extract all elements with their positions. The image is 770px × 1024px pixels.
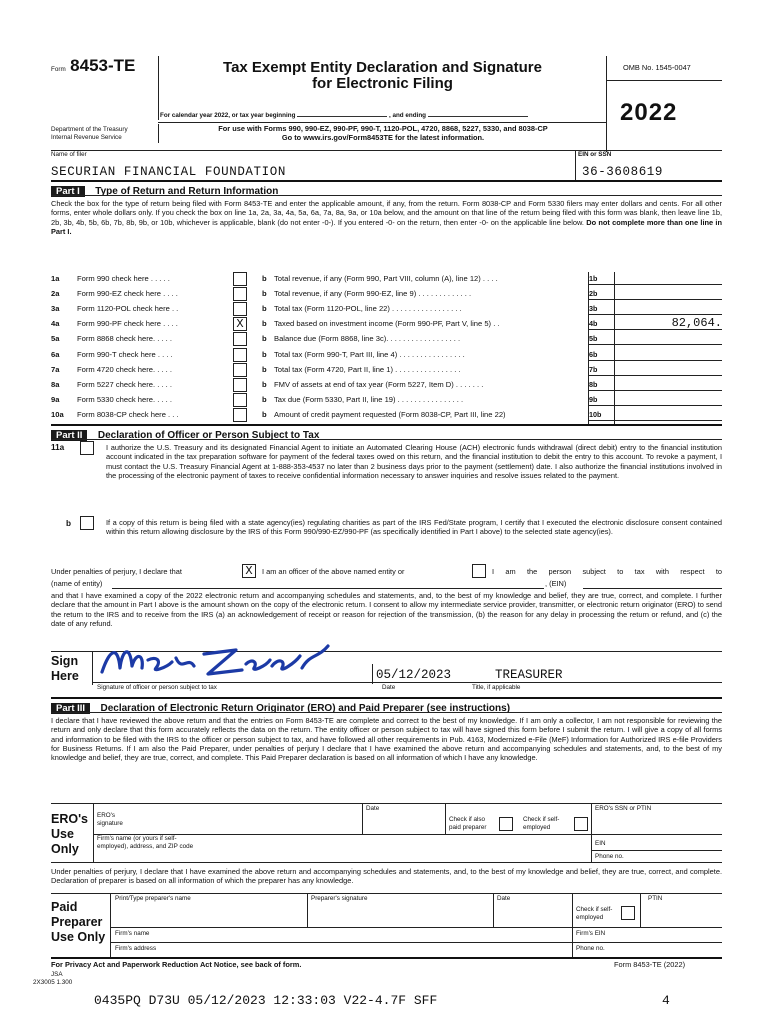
- preparer-signature-label: Preparer's signature: [311, 895, 368, 902]
- row-b-line-number: 1b: [589, 274, 598, 283]
- row-a-number: 3a: [51, 304, 60, 314]
- row-a-checkbox[interactable]: [233, 393, 247, 407]
- part1-row-a: [51, 350, 251, 359]
- part1-row-b: [262, 274, 584, 283]
- ero-check-self-label: Check if self-employed: [523, 816, 560, 831]
- row-a-number: 7a: [51, 364, 60, 374]
- row-b-line-number: 8b: [589, 379, 598, 389]
- line-11a-text: I authorize the U.S. Treasury and its designated Financial Agent to initiate an Automated Clearing House (ACH) electronic funds withdrawal (direct debit) entry to the financial institution account indicated in the tax preparation software for payment of the federal taxes owed on this return, and the financial institution to debit the entry to this account. To revoke a payment, I must contact the U.S. Treasury Financial Agent at 1-888-353-4537 no later than 2 business days prior to the payment (settlement) date. I also authorize the financial institutions involved in the processing of the electronic payment of taxes to receive confidential information necessary to answer inquiries and resolve issues related to the payment.: [106, 443, 722, 480]
- ero-signature-label: ERO's signature: [97, 812, 123, 827]
- preparer-phone-label: Phone no.: [576, 945, 605, 952]
- name-of-filer-label: Name of filer: [51, 151, 87, 158]
- ero-paid-preparer-checkbox[interactable]: [499, 817, 513, 831]
- preparer-firm-ein-label: Firm's EIN: [576, 930, 606, 937]
- row-b-line-number: 7b: [589, 364, 598, 374]
- row-a-number: 5a: [51, 334, 60, 344]
- row-a-number: 1a: [51, 274, 60, 283]
- ero-ein-label: EIN: [595, 840, 606, 847]
- page-number: 4: [662, 993, 670, 1008]
- row-a-number: 10a: [51, 409, 64, 419]
- ero-phone-label: Phone no.: [595, 853, 624, 860]
- part1-row-b: [262, 350, 584, 359]
- sign-here-label: Sign Here: [51, 654, 79, 683]
- row-b-number: b: [262, 409, 267, 419]
- part1-row-a: [51, 365, 251, 374]
- form-reference: Form 8453-TE (2022): [614, 960, 686, 969]
- form-code: 2X3005 1.300: [33, 979, 73, 986]
- line-11a-checkbox[interactable]: [80, 441, 94, 455]
- row-a-number: 9a: [51, 394, 60, 404]
- preparer-firm-address-label: Firm's address: [115, 945, 157, 952]
- part3-title: Declaration of Electronic Return Originator (ERO) and Paid Preparer (see instructions): [100, 703, 511, 714]
- row-b-number: b: [262, 274, 267, 283]
- row-a-number: 2a: [51, 289, 60, 299]
- officer-text: I am an officer of the above named entity or: [262, 567, 405, 576]
- department-label: Department of the Treasury Internal Revenue Service: [51, 126, 128, 141]
- part1-title: Type of Return and Return Information: [95, 186, 279, 197]
- officer-checkbox[interactable]: X: [242, 564, 256, 578]
- preparer-firm-name-label: Firm's name: [115, 930, 150, 937]
- part1-row-a: [51, 334, 251, 343]
- row-b-line-number: 10b: [589, 409, 602, 419]
- form-prefix: Form: [51, 66, 66, 73]
- person-subject-text: I am the person subject to tax with respect to: [492, 567, 722, 576]
- row-b-label: Taxed based on investment income (Form 990-PF, Part V, line 5) . .: [274, 319, 500, 329]
- row-b-number: b: [262, 289, 267, 299]
- part1-row-a: [51, 304, 251, 313]
- signature-caption: Signature of officer or person subject to tax: [97, 684, 217, 691]
- filer-name-field[interactable]: SECURIAN FINANCIAL FOUNDATION: [51, 165, 286, 179]
- row-a-label: Form 990-PF check here . . . .: [77, 319, 178, 329]
- and-ending-text: , and ending: [388, 112, 427, 119]
- row-b-line-number: 2b: [589, 289, 598, 299]
- omb-number: OMB No. 1545-0047: [623, 63, 691, 72]
- row-a-label: Form 990 check here . . . . .: [77, 274, 170, 283]
- preparer-declaration: Under penalties of perjury, I declare that I have examined the above return and accompanying schedules and statements, and, to the best of my knowledge and belief, they are true, correct, and complete. Declaration of preparer is based on all information of which the preparer has any knowledge.: [51, 867, 722, 886]
- form-title: [160, 60, 605, 92]
- paid-preparer-label: Paid Preparer Use Only: [51, 900, 106, 944]
- jsa-label: JSA: [51, 971, 63, 978]
- privacy-notice: For Privacy Act and Paperwork Reduction Act Notice, see back of form.: [51, 960, 302, 969]
- penalties-prefix: Under penalties of perjury, I declare that: [51, 567, 182, 576]
- part3-label: Part III: [51, 703, 90, 714]
- signer-title[interactable]: TREASURER: [495, 668, 563, 682]
- part1-row-b: [262, 334, 584, 343]
- part1-row-a: [51, 395, 251, 404]
- row-b-line-number: 3b: [589, 304, 598, 314]
- part1-row-b: [262, 304, 584, 313]
- row-b-label: Total revenue, if any (Form 990, Part VIII, column (A), line 12) . . . .: [274, 274, 498, 283]
- ein-label: EIN or SSN: [578, 151, 612, 158]
- row-a-checkbox[interactable]: [233, 272, 247, 286]
- row-a-label: Form 990-T check here . . . .: [77, 349, 173, 359]
- part1-row-b: [262, 365, 584, 374]
- line-11a-number: 11a: [51, 443, 65, 452]
- part1-row-a: [51, 410, 251, 419]
- row-b-label: Balance due (Form 8868, line 3c). . . . . . . . . . . . . . . . . .: [274, 334, 461, 344]
- form-number: 8453-TE: [70, 56, 136, 75]
- row-b-label: Amount of credit payment requested (Form 8038-CP, Part III, line 22): [274, 409, 506, 419]
- part1-label: Part I: [51, 186, 85, 197]
- part1-row-b: [262, 410, 584, 419]
- row-b-label: Tax due (Form 5330, Part II, line 19) . . . . . . . . . . . . . . . .: [274, 394, 464, 404]
- row-a-checkbox[interactable]: [233, 363, 247, 377]
- row-b-number: b: [262, 379, 267, 389]
- title-caption: Title, if applicable: [472, 684, 521, 691]
- part1-row-a: [51, 319, 251, 328]
- row-a-checkbox[interactable]: [233, 302, 247, 316]
- ero-declaration: I declare that I have reviewed the above return and that the entries on Form 8453-TE are complete and correct to the best of my knowledge. If I am only a collector, I am not responsible for reviewing the return and only declare that this form accurately reflects the data on the return. The entity officer or person subject to tax will have signed this form before I submit the return. I will give a copy of all forms and information to be filed with the IRS to the officer or person subject to tax, and have followed all other requirements in Pub. 4163, Modernized e-File (MeF) Information for Authorized IRS e-file Providers for Business Returns. If I am also the Paid Preparer, under penalties of perjury I declare that I have examined the above return and accompanying schedules and statements, and, to the best of my knowledge and belief, they are true, correct, and complete. This Paid Preparer declaration is based on all information of which I have any knowledge.: [51, 716, 722, 763]
- preparer-name-label: Print/Type preparer's name: [115, 895, 191, 902]
- row-a-checkbox[interactable]: [233, 408, 247, 422]
- row-a-checkbox[interactable]: [233, 378, 247, 392]
- name-of-entity-label: (name of entity): [51, 579, 103, 588]
- ero-self-employed-checkbox[interactable]: [574, 817, 588, 831]
- row-b-number: b: [262, 334, 267, 344]
- row-b-line-number: 9b: [589, 394, 598, 404]
- row-a-checkbox[interactable]: X: [233, 317, 247, 331]
- row-b-line-number: 6b: [589, 349, 598, 359]
- row-b-line-number: 5b: [589, 334, 598, 344]
- row-a-label: Form 4720 check here. . . . .: [77, 364, 172, 374]
- ero-date-label: Date: [366, 805, 380, 812]
- row-a-label: Form 990-EZ check here . . . .: [77, 289, 178, 299]
- part1-instructions: Check the box for the type of return being filed with Form 8453-TE and enter the applicable amount, if any, from the return. Form 8038-CP and Form 5330 filers may enter dollars and cents. For all other forms, enter whole dollars only. If you check the box on line 1a, 2a, 3a, 4a, 5a, 6a, 7a, 8a, 9a, or 10a below, and the amount on that line of the return being filed with this form was blank, then leave line 1b, 2b, 3b, 4b, 5b, 6b, 7b, 8b, 9b, or 10b, whichever is applicable, blank (do not enter -0-). If you entered -0- on the return, then enter -0- on the applicable line below. Do not complete more than one line in Part I.: [51, 199, 722, 236]
- tax-year: 2022: [620, 99, 678, 126]
- row-a-number: 6a: [51, 349, 60, 359]
- part1-row-b: [262, 319, 584, 328]
- use-for-text: For use with Forms 990, 990-EZ, 990-PF, 990-T, 1120-POL, 4720, 8868, 5227, 5330, and 8038-CP Go to www.irs.gov/Form8453TE for the latest information.: [158, 124, 607, 143]
- row-b-number: b: [262, 364, 267, 374]
- line-11b-number: b: [66, 519, 72, 528]
- person-subject-checkbox[interactable]: [472, 564, 486, 578]
- part1-row-b: [262, 380, 584, 389]
- part1-row-b: [262, 395, 584, 404]
- row-a-label: Form 5227 check here. . . . .: [77, 379, 172, 389]
- preparer-check-self-label: Check if self-employed: [576, 906, 613, 921]
- row-a-number: 8a: [51, 379, 60, 389]
- row-a-checkbox[interactable]: [233, 332, 247, 346]
- part1-row-a: [51, 289, 251, 298]
- row-b-number: b: [262, 349, 267, 359]
- form-number-block: [51, 56, 135, 76]
- row-a-label: Form 1120-POL check here . .: [77, 304, 179, 314]
- row-b-label: Total tax (Form 990-T, Part III, line 4) . . . . . . . . . . . . . . . .: [274, 349, 465, 359]
- preparer-date-label: Date: [497, 895, 511, 902]
- row-a-label: Form 8038-CP check here . . .: [77, 409, 179, 419]
- row-b-label: Total revenue, if any (Form 990-EZ, line 9) . . . . . . . . . . . . .: [274, 289, 472, 299]
- ero-use-only-label: ERO's Use Only: [51, 812, 89, 856]
- row-a-checkbox[interactable]: [233, 287, 247, 301]
- part1-row-a: [51, 380, 251, 389]
- ero-check-paid-label: Check if also paid preparer: [449, 816, 487, 831]
- row-a-number: 4a: [51, 319, 60, 329]
- officer-declaration: and that I have examined a copy of the 2022 electronic return and accompanying schedules and statements, and, to the best of my knowledge and belief, they are true, correct, and complete. I further declare that the amount in Part I above is the amount shown on the copy of the electronic return. I consent to allow my intermediate service provider, transmitter, or electronic return originator (ERO) to send the return to the IRS and to receive from the IRS (a) an acknowledgement of receipt or reason for rejection of the transmission, (b) the reason for any delay in processing the return or refund, and (c) the date of any refund.: [51, 591, 722, 628]
- line-11b-text: If a copy of this return is being filed with a state agency(ies) regulating charities as part of the IRS Fed/State program, I certify that I executed the electronic disclosure consent contained within this return allowing disclosure by the IRS of this Form 990/990-EZ/990-PF (as specifically identified in Part I above) to the selected state agency(ies).: [106, 518, 722, 537]
- part1-row-a: [51, 274, 251, 283]
- line-11b-checkbox[interactable]: [80, 516, 94, 530]
- preparer-self-employed-checkbox[interactable]: [621, 906, 635, 920]
- row-b-label: Total tax (Form 1120-POL, line 22) . . . . . . . . . . . . . . . . .: [274, 304, 462, 314]
- ero-ssn-ptin-label: ERO's SSN or PTIN: [595, 805, 652, 812]
- row-a-checkbox[interactable]: [233, 348, 247, 362]
- row-b-label: FMV of assets at end of tax year (Form 5227, Item D) . . . . . . .: [274, 379, 484, 389]
- form-title-line1: Tax Exempt Entity Declaration and Signature: [223, 59, 542, 76]
- part2-label: Part II: [51, 430, 87, 441]
- calendar-year-text: For calendar year 2022, or tax year beginning: [160, 112, 296, 119]
- signature-date[interactable]: 05/12/2023: [376, 668, 452, 682]
- part1-row-b: [262, 289, 584, 298]
- preparer-ptin-label: PTIN: [648, 895, 663, 902]
- row-b-number: b: [262, 394, 267, 404]
- row-a-label: Form 8868 check here. . . . .: [77, 334, 172, 344]
- part2-title: Declaration of Officer or Person Subject to Tax: [97, 430, 320, 441]
- row-a-label: Form 5330 check here. . . . .: [77, 394, 172, 404]
- ein-paren-label: , (EIN): [545, 579, 567, 588]
- row-b-number: b: [262, 319, 267, 329]
- ein-field[interactable]: 36-3608619: [582, 165, 664, 179]
- row-b-number: b: [262, 304, 267, 314]
- processing-stamp: 0435PQ D73U 05/12/2023 12:33:03 V22-4.7F SFF: [94, 993, 438, 1008]
- row-b-line-number: 4b: [589, 319, 598, 329]
- form-title-line2: for Electronic Filing: [312, 75, 453, 92]
- officer-signature: [96, 638, 336, 686]
- row-b-amount-field[interactable]: 82,064.: [671, 316, 722, 331]
- row-b-label: Total tax (Form 4720, Part II, line 1) . . . . . . . . . . . . . . . .: [274, 364, 461, 374]
- date-caption: Date: [382, 684, 396, 691]
- ero-firm-name-label: Firm's name (or yours if self-employed), address, and ZIP code: [97, 835, 194, 850]
